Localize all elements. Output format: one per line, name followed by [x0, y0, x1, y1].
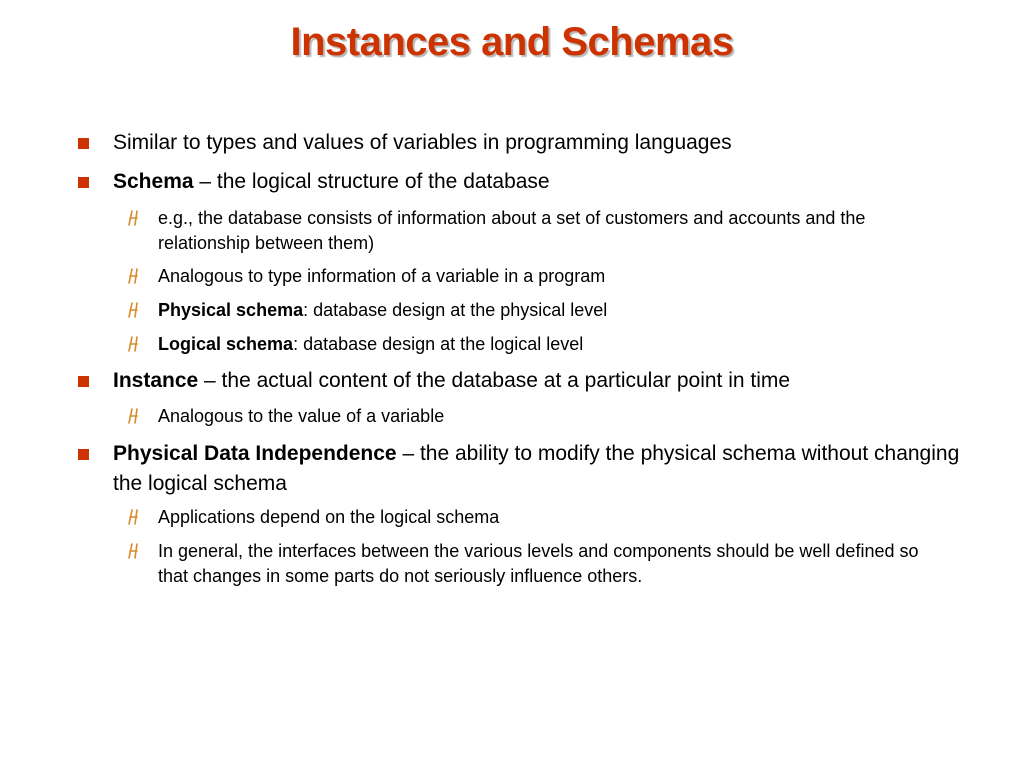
sub-bullet-item — [158, 332, 938, 357]
pen-nib-icon — [126, 507, 140, 527]
bullet-text: – the actual content of the database at a particular point in time — [198, 369, 791, 392]
sub-bullet-text: e.g., the database consists of information about a set of customers and accounts and the relationship between them) — [158, 208, 866, 253]
sub-bullet-term: Logical schema — [158, 334, 294, 354]
bullet-item — [113, 439, 963, 499]
pen-nib-icon — [126, 406, 140, 426]
bullet-item — [113, 128, 973, 158]
pen-nib-icon — [126, 334, 140, 354]
sub-bullet-text: Applications depend on the logical schema — [158, 507, 500, 527]
slide-title: Instances and Schemas — [290, 20, 734, 64]
sub-bullet-item — [158, 206, 938, 256]
square-bullet-icon — [78, 449, 89, 460]
square-bullet-icon — [78, 138, 89, 149]
bullet-item — [113, 167, 973, 197]
bullet-term: Schema — [113, 170, 194, 193]
sub-bullet-text: : database design at the physical level — [303, 300, 608, 320]
pen-nib-icon — [126, 208, 140, 228]
sub-bullet-term: Physical schema — [158, 300, 304, 320]
sub-bullet-text: Analogous to type information of a variable in a program — [158, 266, 606, 286]
bullet-text: – the ability to modify the physical schema without changing the logical schema — [113, 442, 960, 495]
sub-bullet-item — [158, 264, 938, 289]
pen-nib-icon — [126, 266, 140, 286]
sub-bullet-item — [158, 539, 938, 589]
pen-nib-icon — [126, 541, 140, 561]
square-bullet-icon — [78, 177, 89, 188]
sub-bullet-item — [158, 298, 938, 323]
bullet-text: Similar to types and values of variables in programming languages — [113, 131, 732, 154]
bullet-text: – the logical structure of the database — [193, 170, 550, 193]
sub-bullet-text: In general, the interfaces between the various levels and components should be well defined so that changes in some parts do not seriously influence others. — [158, 541, 919, 586]
sub-bullet-text: : database design at the logical level — [293, 334, 584, 354]
bullet-item — [113, 366, 973, 396]
sub-bullet-item — [158, 505, 938, 530]
bullet-term: Physical Data Independence — [113, 442, 397, 465]
square-bullet-icon — [78, 376, 89, 387]
sub-bullet-text: Analogous to the value of a variable — [158, 406, 445, 426]
sub-bullet-item — [158, 404, 938, 429]
pen-nib-icon — [126, 300, 140, 320]
bullet-term: Instance — [113, 369, 199, 392]
